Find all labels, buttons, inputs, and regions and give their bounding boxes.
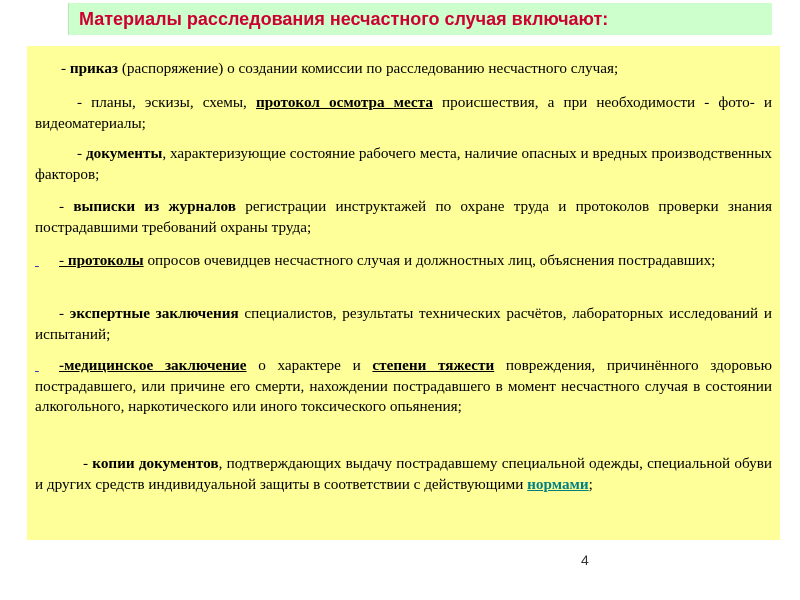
- slide-title-banner: [68, 3, 772, 35]
- list-item: -медицинское заключение о характере и степени тяжести повреждения, причинённого здоровью пострадавшего, или причине его смерти, нахождении пострадавшего в момент несчастного случая в состоянии алкогольного, наркотического или иного токсического опьянения;: [35, 357, 772, 415]
- item-keyword: документы: [85, 145, 163, 162]
- item-keyword: приказ: [69, 60, 119, 77]
- list-item: - выписки из журналов регистрации инструктажей по охране труда и протоколов проверки знания пострадавшими требований охраны труда;: [35, 198, 773, 236]
- list-item: - планы, эскизы, схемы, протокол осмотра места происшествия, а при необходимости - фото- и видеоматериалы;: [35, 94, 772, 132]
- item-keyword: степени тяжести: [372, 357, 495, 374]
- slide-title: Материалы расследования несчастного случая включают:: [79, 9, 609, 29]
- item-keyword: выписки из журналов: [73, 198, 236, 215]
- norms-link[interactable]: нормами: [527, 475, 589, 493]
- item-keyword: копии документов: [92, 455, 219, 472]
- list-item: - протоколы опросов очевидцев несчастного случая и должностных лиц, объяснения пострадавших;: [59, 252, 716, 269]
- content-panel: [27, 46, 780, 540]
- item-keyword: протокол осмотра места: [255, 94, 433, 111]
- list-item: - приказ (распоряжение) о создании комиссии по расследованию несчастного случая;: [61, 60, 619, 77]
- list-item: - документы, характеризующие состояние рабочего места, наличие опасных и вредных производственных факторов;: [35, 145, 773, 183]
- list-item: - копии документов, подтверждающих выдачу пострадавшему специальной одежды, специальной обуви и других средств индивидуальной защиты в соответствии с действующими нормами;: [35, 455, 773, 493]
- page-number: 4: [581, 552, 589, 568]
- list-item: - экспертные заключения специалистов, результаты технических расчётов, лабораторных исследований и испытаний;: [35, 305, 772, 343]
- item-keyword: экспертные заключения: [69, 305, 239, 322]
- item-keyword: медицинское заключение: [64, 357, 247, 374]
- item-keyword: протоколы: [67, 252, 144, 269]
